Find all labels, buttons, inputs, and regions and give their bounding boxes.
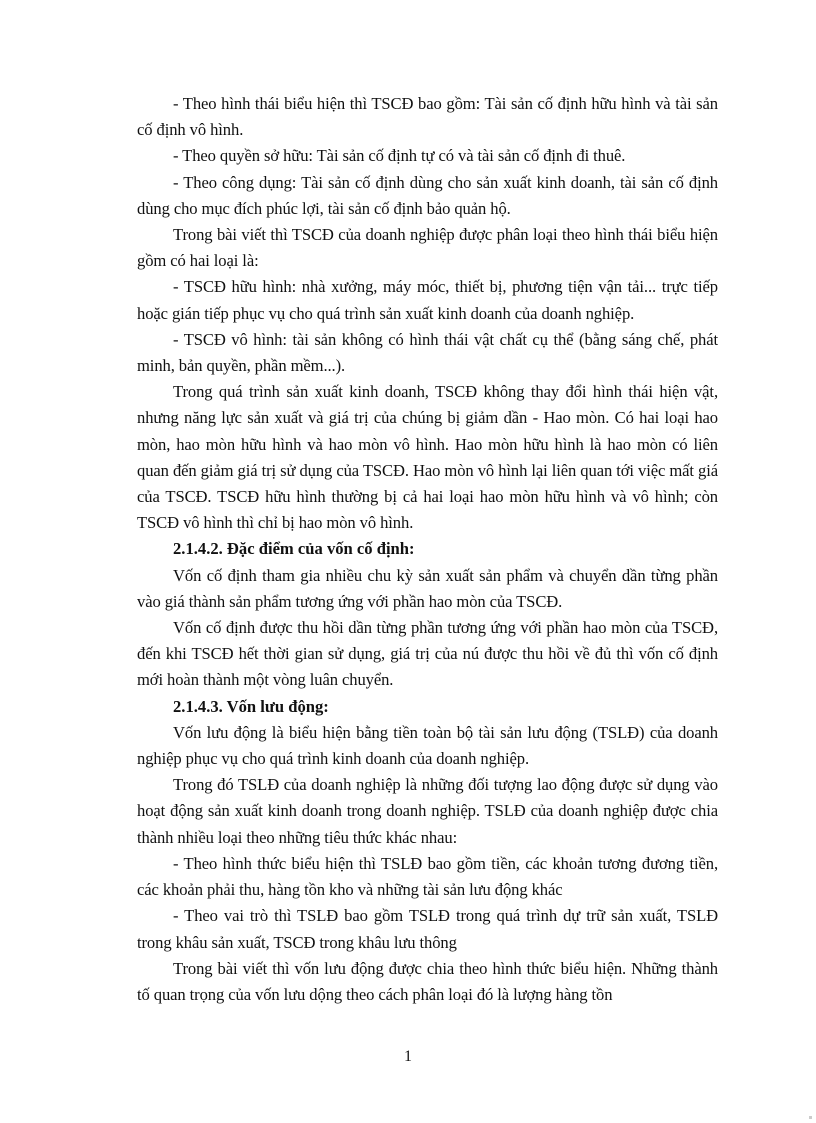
paragraph-intangible-assets: - TSCĐ vô hình: tài sản không có hình thái vật chất cụ thể (bằng sáng chế, phát minh, bản quyền, phần mềm...). [137, 329, 718, 376]
paragraph-current-assets: Trong đó TSLĐ của doanh nghiệp là những đối tượng lao động được sử dụng vào hoạt động sản xuất kinh doanh trong doanh nghiệp. TSLĐ của doanh nghiệp được chia thành nhiều loại theo những tiêu thức khác nhau: [137, 775, 718, 847]
paragraph-ownership-classification: - Theo quyền sở hữu: Tài sản cố định tự có và tài sản cố định đi thuê. [173, 146, 626, 166]
paragraph-tangible-assets: - TSCĐ hữu hình: nhà xưởng, máy móc, thiết bị, phương tiện vận tải... trực tiếp hoặc gián tiếp phục vụ cho quá trình sản xuất kinh doanh của doanh nghiệp. [137, 277, 718, 323]
paragraph-article-classification: Trong bài viết thì TSCĐ của doanh nghiệp được phân loại theo hình thái biểu hiện gồm có hai loại là: [137, 225, 718, 271]
paragraph-working-capital-definition: Vốn lưu động là biểu hiện bằng tiền toàn bộ tài sản lưu động (TSLĐ) của doanh nghiệp phục vụ cho quá trình kinh doanh của doanh nghiệp. [137, 722, 718, 769]
paragraph-fixed-capital-cycles: Vốn cố định tham gia nhiều chu kỳ sản xuất sản phẩm và chuyển dần từng phần vào giá thành sản phẩm tương ứng với phần hao mòn của TSCĐ. [137, 565, 718, 611]
document-body [137, 91, 718, 1008]
paragraph-working-capital-article: Trong bài viết thì vốn lưu động được chia theo hình thức biểu hiện. Những thành tố quan trọng của vốn lưu dộng theo cách phân loại đó là lượng hàng tồn [137, 958, 718, 1004]
paragraph-depreciation: Trong quá trình sản xuất kinh doanh, TSCĐ không thay đổi hình thái hiện vật, nhưng năng lực sản xuất và giá trị của chúng bị giảm dần - Hao mòn. Có hai loại hao mòn, hao mòn hữu hình và hao mòn vô hình. Hao mòn hữu hình là hao mòn có liên quan đến giảm giá trị sử dụng của TSCĐ. Hao mòn vô hình lại liên quan tới việc mất giá của TSCĐ. TSCĐ hữu hình thường bị cả hai loại hao mòn hữu hình và vô hình; còn TSCĐ vô hình thì chỉ bị hao mòn vô hình. [137, 382, 718, 533]
paragraph-fixed-capital-recovery: Vốn cố định được thu hồi dần từng phần tương ứng với phần hao mòn của TSCĐ, đến khi TSCĐ hết thời gian sử dụng, giá trị của nú được thu hồi về đủ thì vốn cố định mới hoàn thành một vòng luân chuyển. [137, 618, 718, 690]
page-number: 1 [404, 1048, 412, 1065]
corner-mark [809, 1116, 812, 1119]
section-heading-working-capital: 2.1.4.3. Vốn lưu động: [173, 696, 329, 716]
section-heading-fixed-capital: 2.1.4.2. Đặc điểm của vốn cố định: [173, 539, 415, 559]
paragraph-usage-classification: - Theo công dụng: Tài sản cố định dùng cho sản xuất kinh doanh, tài sản cố định dùng cho mục đích phúc lợi, tài sản cố định bảo quản hộ. [137, 172, 718, 218]
paragraph-tscd-form-classification: - Theo hình thái biểu hiện thì TSCĐ bao gồm: Tài sản cố định hữu hình và tài sản cố định vô hình. [137, 94, 718, 140]
paragraph-current-assets-form: - Theo hình thức biểu hiện thì TSLĐ bao gồm tiền, các khoản tương đương tiền, các khoản phải thu, hàng tồn kho và những tài sản lưu động khác [137, 853, 718, 900]
paragraph-current-assets-role: - Theo vai trò thì TSLĐ bao gồm TSLĐ trong quá trình dự trữ sản xuất, TSLĐ trong khâu sản xuất, TSCĐ trong khâu lưu thông [137, 906, 718, 952]
